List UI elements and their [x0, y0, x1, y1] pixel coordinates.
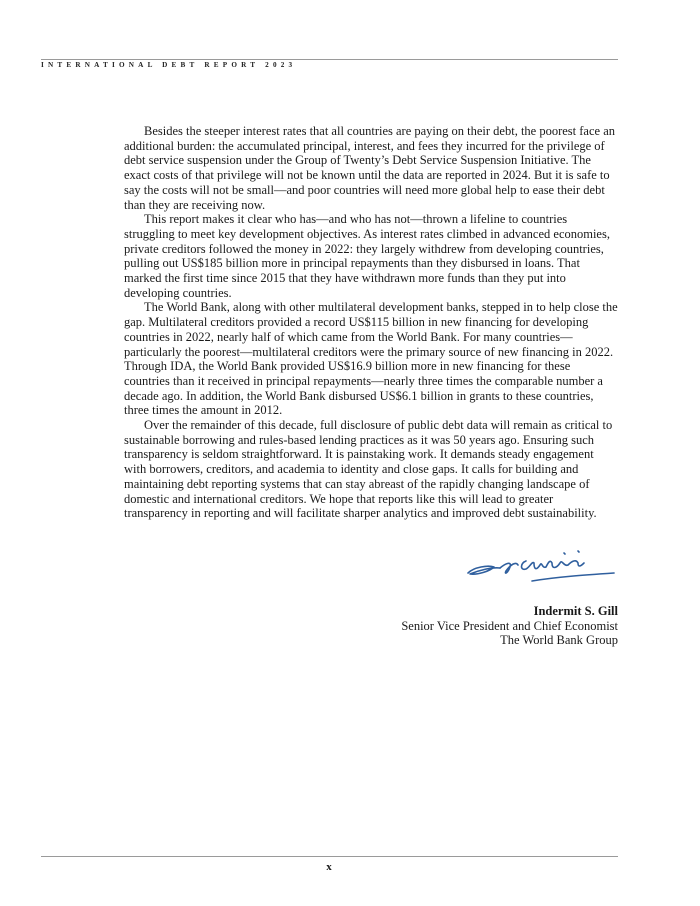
paragraph-3: The World Bank, along with other multilateral development banks, stepped in to help close the gap. Multilateral creditors provided a record US$115 billion in new financing for developing countries in 2022, nearly half of which came from the World Bank. For many countries—particularly the poorest—multilateral creditors were the primary source of new financing in 2022. Through IDA, the World Bank provided US$16.9 billion more in new financing for these countries than it received in principal repayments—nearly three times the comparable number a decade ago. In addition, the World Bank disbursed US$6.1 billion in grants to these countries, three times the amount in 2012. [124, 300, 618, 418]
footer-rule [41, 856, 618, 857]
paragraph-4: Over the remainder of this decade, full disclosure of public debt data will remain as critical to sustainable borrowing and rules-based lending practices as it was 50 years ago. Ensuring such transparency is seldom straightforward. It is painstaking work. It demands steady engagement with borrowers, creditors, and academia to identity and close gaps. It calls for building and maintaining debt reporting systems that can stay abreast of the rapidly changing landscape of domestic and international creditors. We hope that reports like this will lead to greater transparency in reporting and will facilitate sharper analytics and improved debt sustainability. [124, 418, 613, 521]
page-number: x [326, 861, 332, 873]
signatory-title: Senior Vice President and Chief Economist [401, 618, 618, 633]
signatory-name: Indermit S. Gill [533, 604, 618, 618]
paragraph-1: Besides the steeper interest rates that all countries are paying on their debt, the poorest face an additional burden: the accumulated principal, interest, and fees they incurred for the privilege of debt service suspension under the Group of Twenty’s Debt Service Suspension Initiative. The exact costs of that privilege will not be known until the data are reported in 2024. But it is safe to say the costs will not be small—and poor countries will need more global help to ease their debt than they are receiving now. [124, 124, 616, 212]
header-rule [41, 59, 618, 60]
body-text [124, 124, 618, 521]
signatory-organization: The World Bank Group [500, 633, 618, 648]
signature-block [401, 604, 618, 648]
paragraph-2: This report makes it clear who has—and who has not—thrown a lifeline to countries struggling to meet key development objectives. As interest rates climbed in advanced economies, private creditors followed the money in 2022: they largely withdrew from developing countries, pulling out US$185 billion more in principal repayments than they disbursed in loans. That marked the first time since 2015 that they have withdrawn more funds than they put into developing countries. [124, 212, 610, 300]
signature-icon [460, 545, 620, 585]
running-head: INTERNATIONAL DEBT REPORT 2023 [41, 61, 297, 69]
